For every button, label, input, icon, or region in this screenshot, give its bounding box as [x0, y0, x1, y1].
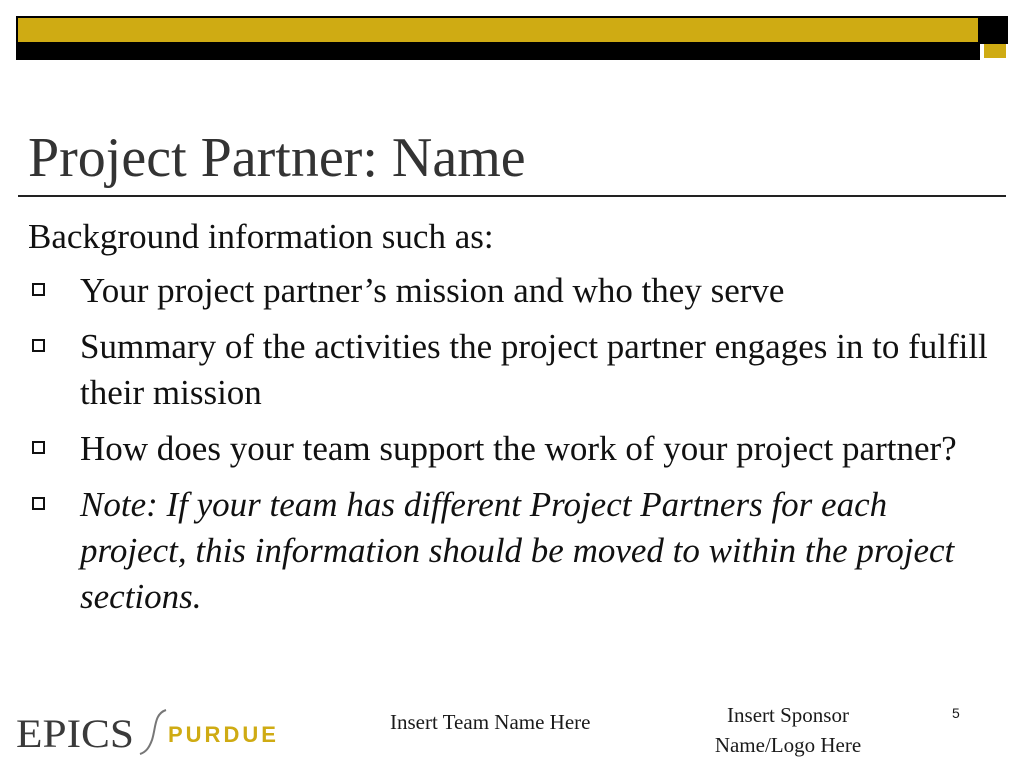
bullet-text: How does your team support the work of your project partner?: [80, 429, 957, 468]
sponsor-line-1: Insert Sponsor: [727, 703, 849, 727]
bullet-text: Your project partner’s mission and who they serve: [80, 271, 785, 310]
square-bullet-icon: [32, 497, 45, 510]
sponsor-placeholder: [690, 700, 886, 760]
slide-body: [28, 214, 988, 630]
header-corner-black-square: [980, 16, 1008, 44]
bullet-item: [28, 426, 988, 472]
header-corner-gold-square: [984, 44, 1006, 58]
sponsor-line-2: Name/Logo Here: [714, 733, 862, 757]
header-band: [16, 16, 980, 60]
intro-text: Background information such as:: [28, 217, 494, 256]
bullet-item: [28, 268, 988, 314]
bullet-item-note: [28, 482, 988, 620]
title-divider: [18, 195, 1006, 197]
square-bullet-icon: [32, 441, 45, 454]
square-bullet-icon: [32, 339, 45, 352]
bullet-list: [28, 268, 988, 620]
epics-purdue-logo: [16, 706, 286, 756]
header-gold-stripe: [18, 18, 978, 42]
purdue-logo-text: PURDUE: [168, 722, 279, 747]
slide-title: Project Partner: Name: [28, 127, 526, 189]
epics-logo-text: EPICS: [16, 711, 134, 756]
bullet-text: Note: If your team has different Project Partners for each project, this information should be moved to within the project sections.: [80, 485, 955, 616]
square-bullet-icon: [32, 283, 45, 296]
bullet-item: [28, 324, 988, 416]
logo-slash-icon: [140, 710, 166, 754]
page-number: 5: [952, 705, 960, 721]
bullet-text: Summary of the activities the project partner engages in to fulfill their mission: [80, 327, 988, 412]
team-name-placeholder: Insert Team Name Here: [390, 710, 591, 734]
